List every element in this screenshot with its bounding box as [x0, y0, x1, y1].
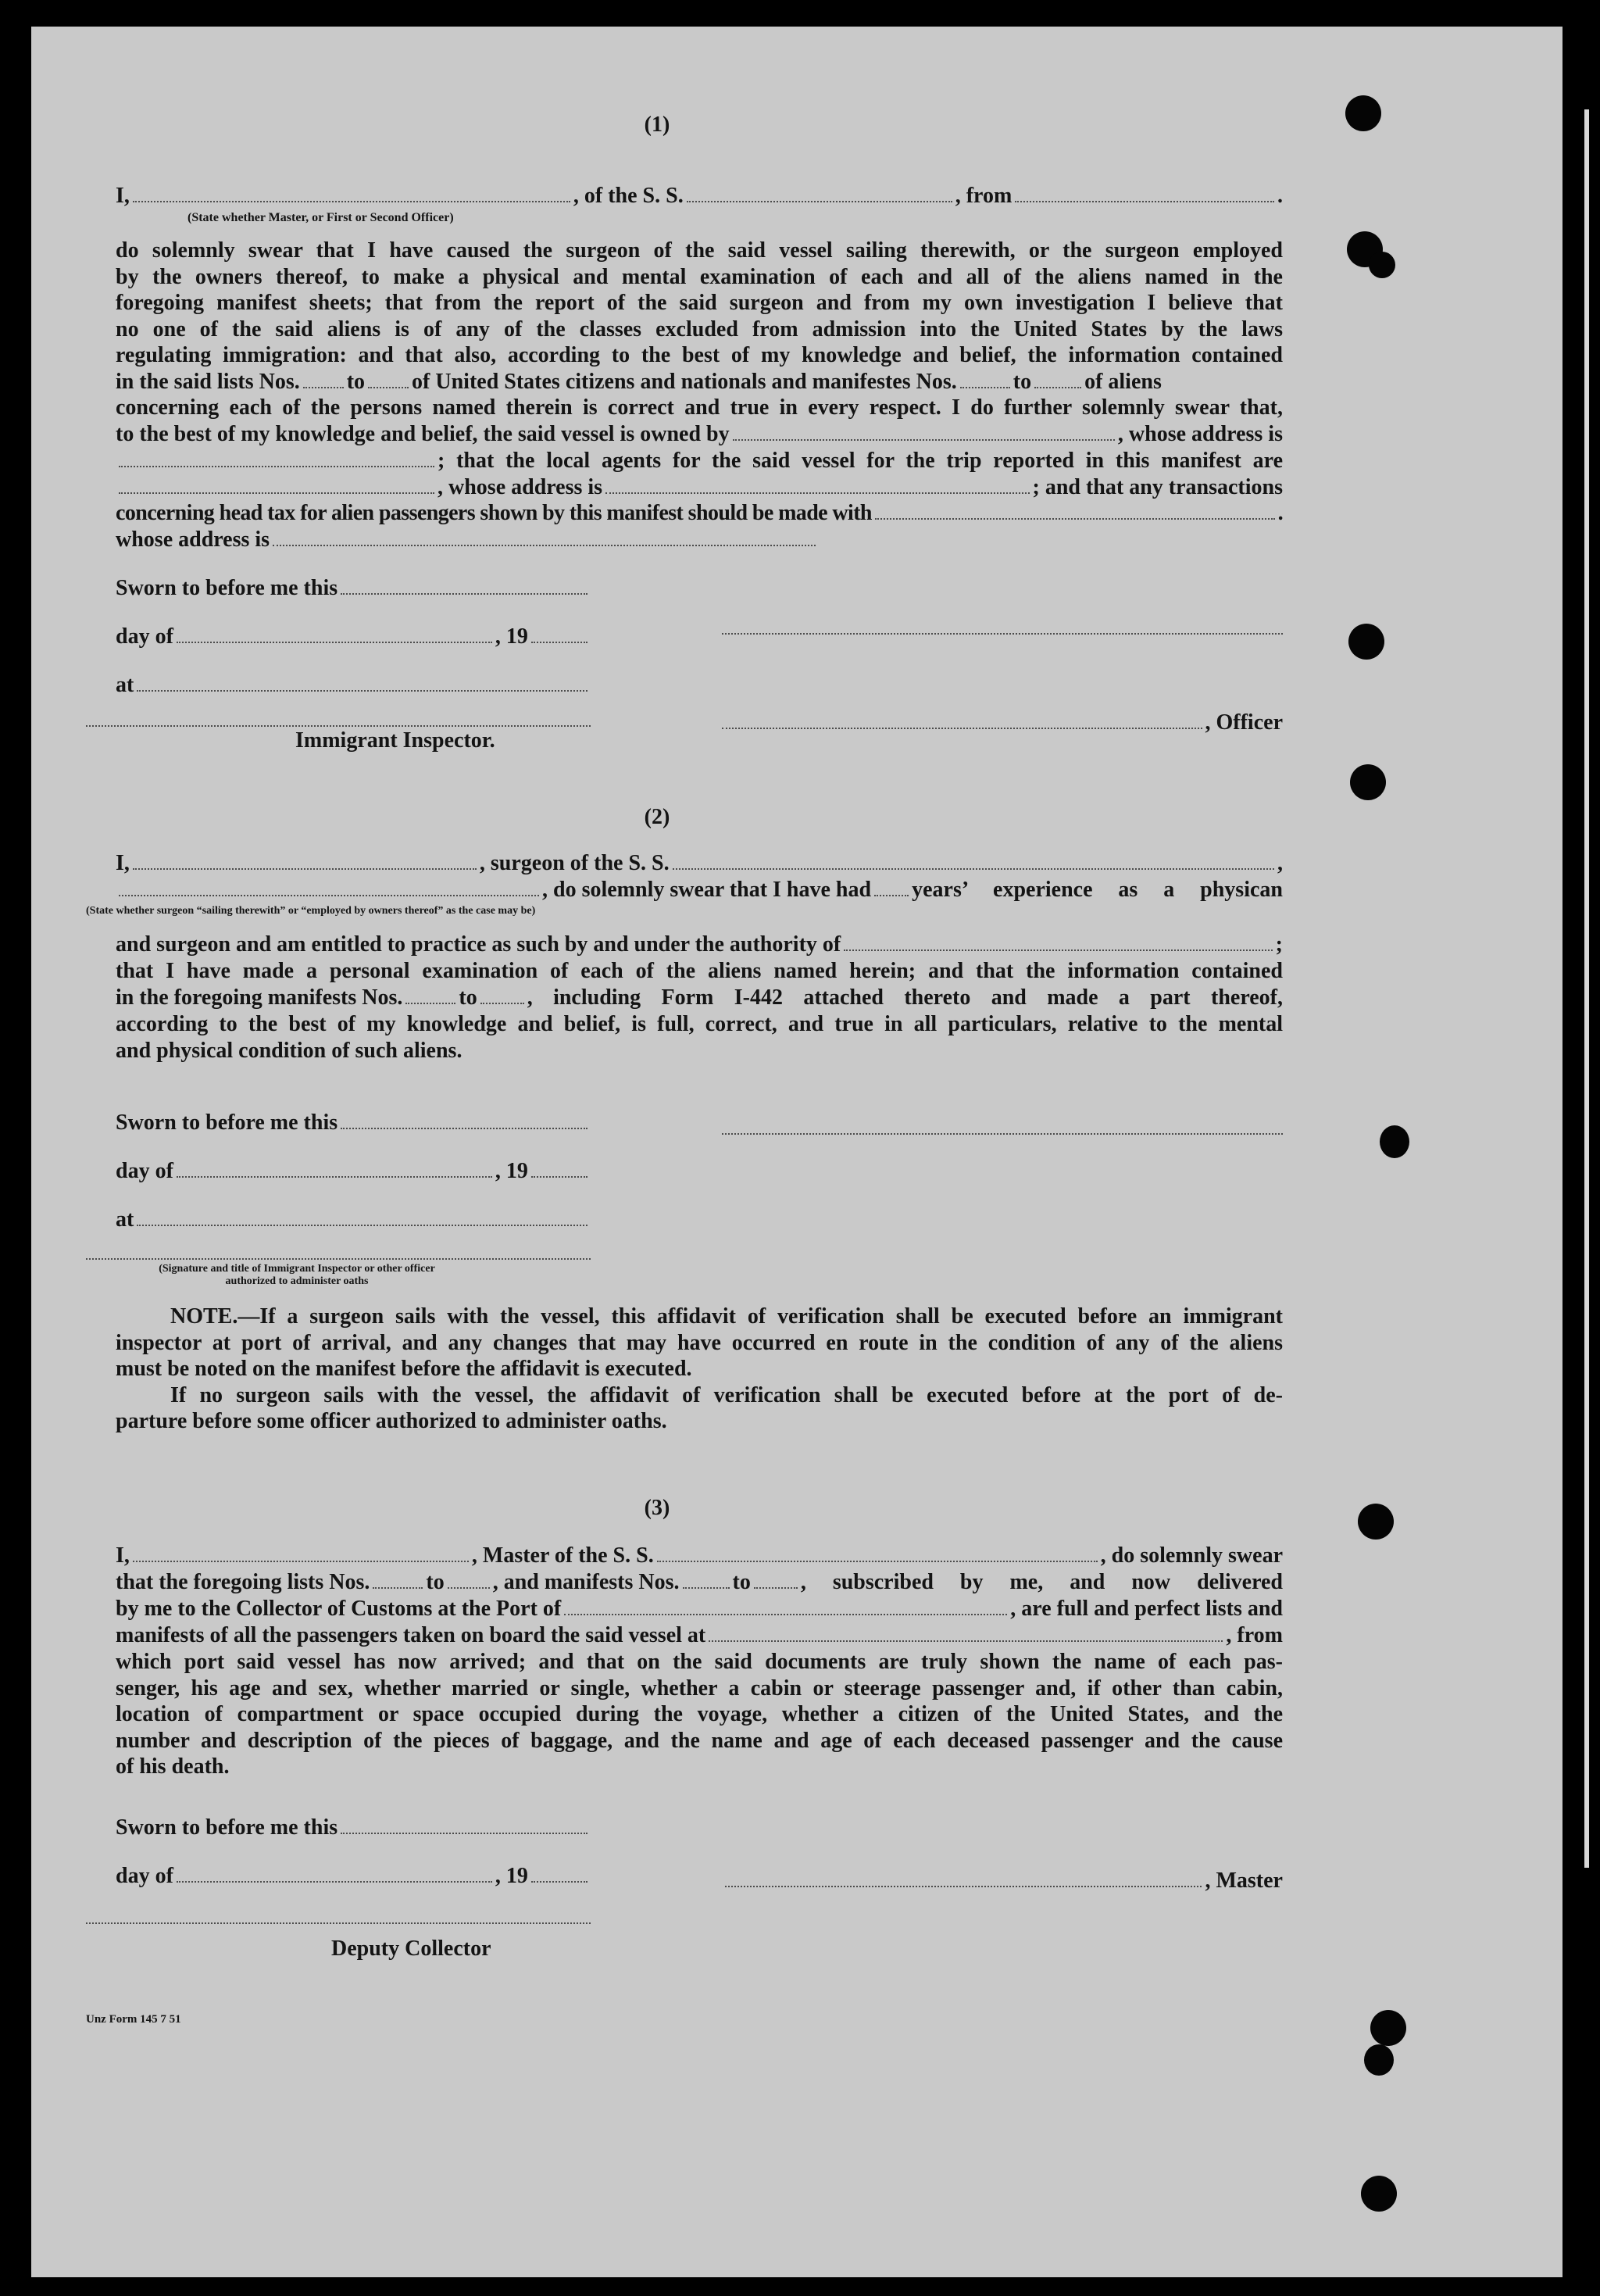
s1-of-ss-label: , of the S. S.: [573, 184, 684, 208]
s1-sworn-line: [116, 575, 591, 601]
s3-from-label: , from: [1226, 1623, 1283, 1647]
punch-hole: [1345, 95, 1381, 131]
s1-officer-blank[interactable]: [722, 712, 1202, 729]
s1-agents-label: ; that the local agents for the said vessel for the trip reported in this manifest are: [438, 449, 1283, 473]
s2-surgeon-label: , surgeon of the S. S.: [479, 851, 670, 875]
s3-manifests-to-blank[interactable]: [754, 1572, 798, 1589]
s1-para-line: by the owners thereof, to make a physical and mental examination of each and all of the aliens named in the: [116, 264, 1283, 289]
s3-para-line: of his death.: [116, 1754, 230, 1779]
s2-form-label: , including Form I-442 attached thereto and made a part thereof,: [527, 985, 1283, 1010]
s2-years-label: years’ experience as a physican: [912, 878, 1283, 902]
s1-owner-address-blank[interactable]: [119, 450, 434, 467]
s2-line-surgeon: [116, 850, 1283, 876]
s2-authority-blank[interactable]: [844, 934, 1272, 951]
s1-line-agents: [116, 448, 1283, 474]
s1-owner-address-label: , whose address is: [1117, 422, 1283, 446]
s1-lists-label: in the said lists Nos.: [116, 370, 300, 394]
s3-master-name-blank[interactable]: [133, 1545, 469, 1562]
s2-note-paragraph: [116, 1304, 1283, 1435]
punch-hole: [1369, 252, 1395, 278]
s1-period: .: [1277, 501, 1283, 525]
s1-line-concerning: [116, 395, 1283, 421]
s1-para-line: foregoing manifest sheets; that from the report of the said surgeon and from my own investigation I believe that: [116, 291, 1283, 316]
s1-officer-line: [719, 710, 1283, 735]
s3-delivered-label: , subscribed by me, and now delivered: [800, 1570, 1283, 1594]
s3-manifests-label: , and manifests Nos.: [492, 1570, 680, 1594]
s1-whose-address-blank[interactable]: [273, 529, 816, 546]
s3-port-label: by me to the Collector of Customs at the Port of: [116, 1597, 562, 1621]
s3-deputy-label: Deputy Collector: [331, 1937, 491, 1961]
s2-authority-label: and surgeon and am entitled to practice as such by and under the authority of: [116, 932, 841, 957]
s1-lists-to-blank[interactable]: [368, 371, 409, 388]
s1-officer-label: , Officer: [1205, 710, 1283, 735]
s1-at-label: at: [116, 673, 134, 697]
s1-line-lists: [116, 369, 1283, 395]
s1-line-owner: [116, 421, 1283, 447]
s2-note-line: must be noted on the manifest before the affidavit is executed.: [116, 1357, 692, 1382]
s1-sworn-blank[interactable]: [341, 578, 588, 595]
s1-at-blank[interactable]: [137, 674, 588, 692]
s2-inspector-signature-line[interactable]: [86, 1257, 591, 1260]
s1-to-label: to: [346, 370, 366, 394]
s2-para-line: according to the best of my knowledge and belief, is full, correct, and true in all particulars, relative to the mental: [116, 1012, 1283, 1036]
s1-manifests-from-blank[interactable]: [960, 371, 1010, 388]
s2-para-line: and physical condition of such aliens.: [116, 1038, 462, 1063]
s2-vessel-blank[interactable]: [673, 853, 1274, 870]
section-3-heading: (3): [644, 1496, 670, 1520]
s2-signature-note: (Signature and title of Immigrant Inspector or other officer authorized to administer oaths: [159, 1263, 435, 1287]
s1-year-blank[interactable]: [531, 626, 588, 643]
s2-line-authority: [116, 932, 1283, 957]
s3-year-blank[interactable]: [531, 1865, 588, 1883]
s1-line-officer: [116, 183, 1283, 209]
s2-surgeon-signature-line[interactable]: [722, 1132, 1283, 1135]
s3-master-label: , Master of the S. S.: [471, 1543, 654, 1568]
s2-year-label: , 19: [495, 1159, 528, 1183]
s2-to-label: to: [459, 985, 477, 1010]
s2-surgeon-status-blank[interactable]: [119, 879, 539, 896]
s2-sworn-line: [116, 1110, 591, 1135]
s3-day-line: [116, 1863, 591, 1889]
s3-boarded-blank[interactable]: [709, 1625, 1223, 1642]
s3-lists-to-blank[interactable]: [448, 1572, 490, 1589]
s1-para-line: no one of the said aliens is of any of the classes excluded from admission into the United States by the laws: [116, 317, 1283, 342]
s2-note-line: parture before some officer authorized to administer oaths.: [116, 1409, 667, 1434]
s1-owner-blank[interactable]: [733, 424, 1115, 441]
manifest-affidavit-page: [31, 27, 1562, 2277]
s2-semicolon: ;: [1275, 932, 1283, 957]
s3-line-lists: [116, 1569, 1283, 1595]
s2-at-blank[interactable]: [137, 1209, 588, 1226]
punch-hole: [1380, 1125, 1409, 1158]
s1-line-whose-address: [116, 527, 819, 553]
s1-officer-signature-line[interactable]: [722, 631, 1283, 635]
s3-para-line: number and description of the pieces of baggage, and the name and age of each deceased passenger and the cause: [116, 1728, 1283, 1753]
s3-line-port: [116, 1596, 1283, 1622]
s1-inspector-signature-line[interactable]: [86, 724, 591, 727]
s2-day-blank[interactable]: [177, 1161, 492, 1178]
s1-para-line: concerning each of the persons named therein is correct and true in every respect. I do further solemnly swear that,: [116, 395, 1283, 420]
s1-from-blank[interactable]: [1015, 185, 1274, 202]
s2-sworn-blank[interactable]: [341, 1112, 588, 1129]
form-number: Unz Form 145 7 51: [86, 2013, 181, 2026]
s1-manifests-label: of United States citizens and nationals and manifestes Nos.: [412, 370, 957, 394]
s3-day-blank[interactable]: [177, 1865, 492, 1883]
s1-line-agent-address: [116, 474, 1283, 500]
s2-I-label: I,: [116, 851, 130, 875]
s3-boarded-label: manifests of all the passengers taken on board the said vessel at: [116, 1623, 706, 1647]
s3-sworn-label: Sworn to before me this: [116, 1815, 338, 1840]
s3-para-line: senger, his age and sex, whether married or single, whether a cabin or steerage passenger and, if other than cabin,: [116, 1676, 1283, 1701]
s1-period: .: [1277, 184, 1283, 208]
s1-transactions-label: ; and that any transactions: [1032, 475, 1283, 499]
s3-line-boarded: [116, 1622, 1283, 1648]
punch-hole: [1361, 2176, 1397, 2212]
s1-para-line: do solemnly swear that I have caused the surgeon of the said vessel sailing therewith, or the surgeon employed: [116, 238, 1283, 263]
s3-I-label: I,: [116, 1543, 130, 1568]
s2-status-note: (State whether surgeon “sailing therewith” or “employed by owners thereof” as the case may be): [86, 905, 536, 917]
s1-aliens-label: of aliens: [1084, 370, 1162, 394]
s1-agent-address-label: , whose address is: [438, 475, 603, 499]
s1-vessel-blank[interactable]: [687, 185, 952, 202]
s1-inspector-label: Immigrant Inspector.: [295, 728, 495, 753]
s3-master-signature-blank[interactable]: [725, 1870, 1202, 1887]
s3-documents-paragraph: [116, 1649, 1283, 1780]
s1-lists-from-blank[interactable]: [303, 371, 344, 388]
s1-whose-address-label: whose address is: [116, 528, 270, 552]
s3-year-label: , 19: [495, 1864, 528, 1888]
s3-para-line: location of compartment or space occupied during the voyage, whether a citizen of the United States, and the: [116, 1702, 1283, 1727]
s2-para-line: that I have made a personal examination of each of the aliens named herein; and that the information contained: [116, 959, 1283, 983]
s1-day-blank[interactable]: [177, 626, 492, 643]
s3-master-sign-label: , Master: [1205, 1869, 1283, 1893]
s1-I-label: I,: [116, 184, 130, 208]
s3-manifests-from-blank[interactable]: [683, 1572, 730, 1589]
s2-at-label: at: [116, 1207, 134, 1232]
s1-to-label: to: [1012, 370, 1032, 394]
s2-manifests-to-blank[interactable]: [480, 987, 524, 1004]
s1-oath-paragraph: [116, 238, 1283, 369]
s2-note-line: If no surgeon sails with the vessel, the affidavit of verification shall be executed before at the port of de-: [170, 1382, 1283, 1407]
s2-line-manifests: [116, 985, 1283, 1010]
binder-rail: [1584, 109, 1589, 1868]
s1-officer-name-blank[interactable]: [133, 185, 570, 202]
s3-deputy-signature-line[interactable]: [86, 1921, 591, 1924]
s2-at-line: [116, 1207, 591, 1232]
s2-manifests-label: in the foregoing manifests Nos.: [116, 985, 403, 1010]
s2-years-blank[interactable]: [874, 879, 909, 896]
s3-lists-from-blank[interactable]: [373, 1572, 423, 1589]
s2-swear-label: , do solemnly swear that I have had: [542, 878, 872, 902]
s3-sworn-line: [116, 1815, 591, 1840]
s2-note-line: inspector at port of arrival, and any changes that may have occurred en route in the condition of any of the aliens: [116, 1330, 1283, 1355]
punch-hole: [1370, 2010, 1406, 2046]
s2-manifests-from-blank[interactable]: [405, 987, 455, 1004]
s2-day-line: [116, 1158, 591, 1184]
s1-from-label: , from: [955, 184, 1012, 208]
s2-line-according: [116, 1011, 1283, 1064]
s1-day-line: [116, 624, 591, 649]
s1-line-headtax: [116, 500, 1283, 526]
s3-day-of-label: day of: [116, 1864, 173, 1888]
s1-agents-blank[interactable]: [119, 477, 434, 494]
s3-sworn-blank[interactable]: [341, 1817, 588, 1834]
s2-comma: ,: [1277, 851, 1283, 875]
punch-hole: [1364, 2044, 1394, 2076]
s1-manifests-to-blank[interactable]: [1034, 371, 1081, 388]
s1-year-label: , 19: [495, 624, 528, 649]
s1-officer-note: (State whether Master, or First or Second Officer): [188, 211, 454, 224]
s3-port-blank[interactable]: [564, 1598, 1007, 1615]
section-1-heading: (1): [644, 113, 670, 137]
s1-day-of-label: day of: [116, 624, 173, 649]
s2-surgeon-name-blank[interactable]: [133, 853, 477, 870]
s2-day-of-label: day of: [116, 1159, 173, 1183]
section-2-heading: (2): [644, 805, 670, 829]
s2-year-blank[interactable]: [531, 1161, 588, 1178]
s2-line-experience: [116, 877, 1283, 903]
s3-to-label: to: [426, 1570, 445, 1594]
punch-hole: [1350, 764, 1386, 800]
s2-note-line: NOTE.—If a surgeon sails with the vessel, this affidavit of verification shall be executed before an immigrant: [170, 1304, 1283, 1329]
s3-to-label: to: [732, 1570, 751, 1594]
s3-vessel-blank[interactable]: [657, 1545, 1098, 1562]
s3-para-line: which port said vessel has now arrived; and that on the said documents are truly shown the name of each pas-: [116, 1650, 1283, 1674]
s3-lists-label: that the foregoing lists Nos.: [116, 1570, 370, 1594]
s2-sworn-label: Sworn to before me this: [116, 1110, 338, 1135]
s1-at-line: [116, 672, 591, 698]
punch-hole: [1348, 624, 1384, 660]
s1-headtax-blank[interactable]: [875, 502, 1275, 520]
s2-line-examination: [116, 958, 1283, 985]
s1-para-line: regulating immigration: and that also, according to the best of my knowledge and belief, the information contained: [116, 343, 1283, 368]
s1-sworn-label: Sworn to before me this: [116, 576, 338, 600]
s3-master-sign-line: [722, 1868, 1283, 1894]
s1-headtax-label: concerning head tax for alien passengers shown by this manifest should be made with: [116, 501, 872, 525]
s1-agent-address-blank[interactable]: [605, 477, 1029, 494]
s3-swear-label: , do solemnly swear: [1100, 1543, 1283, 1568]
s3-line-master: [116, 1543, 1283, 1568]
punch-hole: [1358, 1504, 1394, 1540]
s1-owned-by-label: to the best of my knowledge and belief, the said vessel is owned by: [116, 422, 730, 446]
s3-full-lists-label: , are full and perfect lists and: [1010, 1597, 1283, 1621]
